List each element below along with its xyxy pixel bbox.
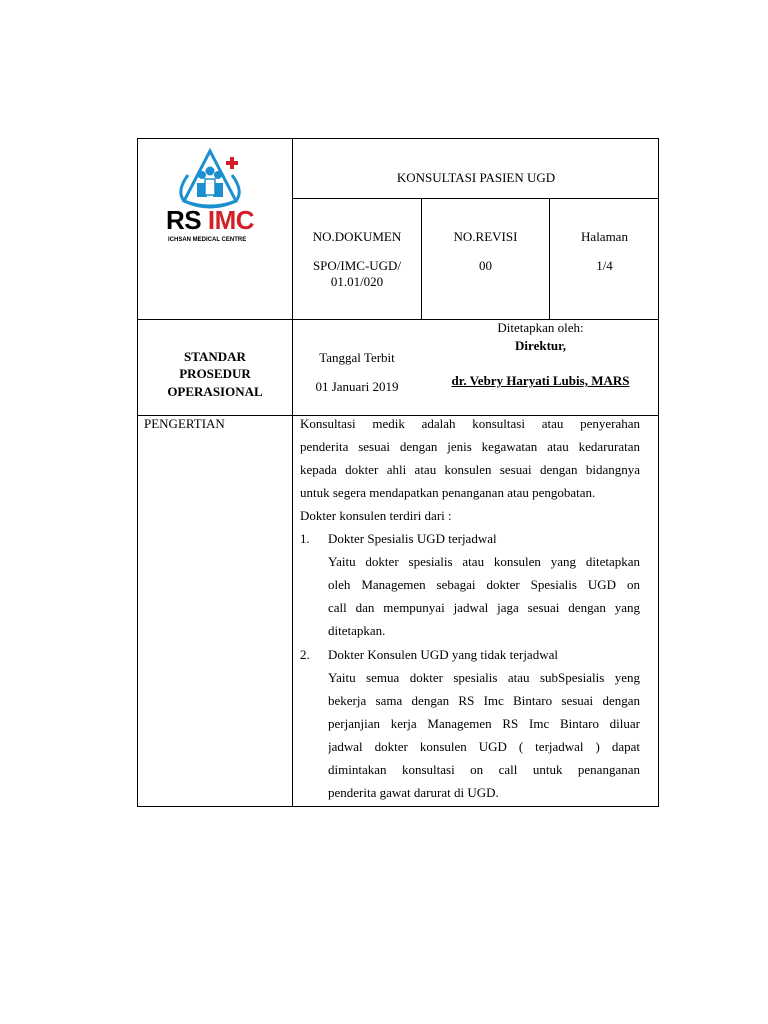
no-dokumen-label: NO.DOKUMEN [312, 229, 402, 244]
list-item-body [328, 666, 640, 805]
no-revisi-label: NO.REVISI [453, 229, 518, 244]
item-line: jadwal dokter konsulen UGD ( terjadwal ) dapat [328, 739, 640, 755]
intro-line: untuk segera mendapatkan penanganan atau pengobatan. [300, 485, 596, 501]
item-line: dimintakan konsultasi on call untuk penanganan [328, 762, 640, 778]
item-line: perjanjian kerja Managemen RS Imc Bintaro diluar [328, 716, 640, 732]
tanggal-terbit-label: Tanggal Terbit [319, 350, 395, 365]
document-title: KONSULTASI PASIEN UGD [396, 170, 556, 185]
list-item-title: Dokter Spesialis UGD terjadwal [328, 531, 497, 546]
halaman-label: Halaman [581, 229, 628, 244]
list-item-number: 2. [300, 647, 310, 662]
ditetapkan-label: Ditetapkan oleh: [497, 320, 584, 335]
halaman-value: 1/4 [596, 258, 613, 273]
logo-name-primary: RS [166, 205, 202, 235]
jabatan-direktur: Direktur, [515, 338, 566, 353]
tanggal-terbit-value: 01 Januari 2019 [315, 379, 399, 394]
divider-title [292, 198, 659, 199]
sop-title-line3: OPERASIONAL [167, 384, 263, 399]
item-line: penderita gawat darurat di UGD. [328, 785, 499, 801]
sop-title-line2: PROSEDUR [179, 366, 251, 381]
intro-line: Konsultasi medik adalah konsultasi atau penyerahan [300, 416, 640, 431]
intro-line: penderita sesuai dengan jenis kegawatan atau kedaruratan [300, 439, 640, 455]
pengertian-intro [300, 412, 640, 527]
intro-line: Dokter konsulen terdiri dari : [300, 508, 452, 524]
item-line: call dan mempunyai jadwal jaga sesuai dengan yang [328, 600, 640, 616]
sop-title-line1: STANDAR [184, 349, 246, 364]
logo-wordmark [166, 207, 261, 233]
logo-name-accent: IMC [207, 205, 255, 235]
item-line: bekerja sama dengan RS Imc Bintaro sesuai dengan [328, 693, 640, 709]
no-dokumen-value-line1: SPO/IMC-UGD/ [312, 258, 402, 273]
section-label: PENGERTIAN [144, 416, 225, 431]
logo-subtitle: ICHSAN MEDICAL CENTRE [168, 237, 247, 243]
nama-direktur: dr. Vebry Haryati Lubis, MARS [451, 373, 630, 388]
list-item-title: Dokter Konsulen UGD yang tidak terjadwal [328, 647, 558, 662]
no-revisi-value: 00 [479, 258, 492, 273]
item-line: oleh Managemen sebagai dokter Spesialis UGD on [328, 577, 640, 593]
sop-document [137, 138, 659, 807]
item-line: Yaitu dokter spesialis atau konsulen yang ditetapkan [328, 554, 640, 569]
item-line: Yaitu semua dokter spesialis atau subSpesialis yeng [328, 670, 640, 685]
list-item-number: 1. [300, 531, 310, 546]
no-dokumen-value-line2: 01.01/020 [330, 274, 384, 289]
list-item-body [328, 550, 640, 642]
item-line: ditetapkan. [328, 623, 386, 639]
intro-line: kepada dokter ahli atau konsulen sesuai dengan bidangnya [300, 462, 640, 478]
